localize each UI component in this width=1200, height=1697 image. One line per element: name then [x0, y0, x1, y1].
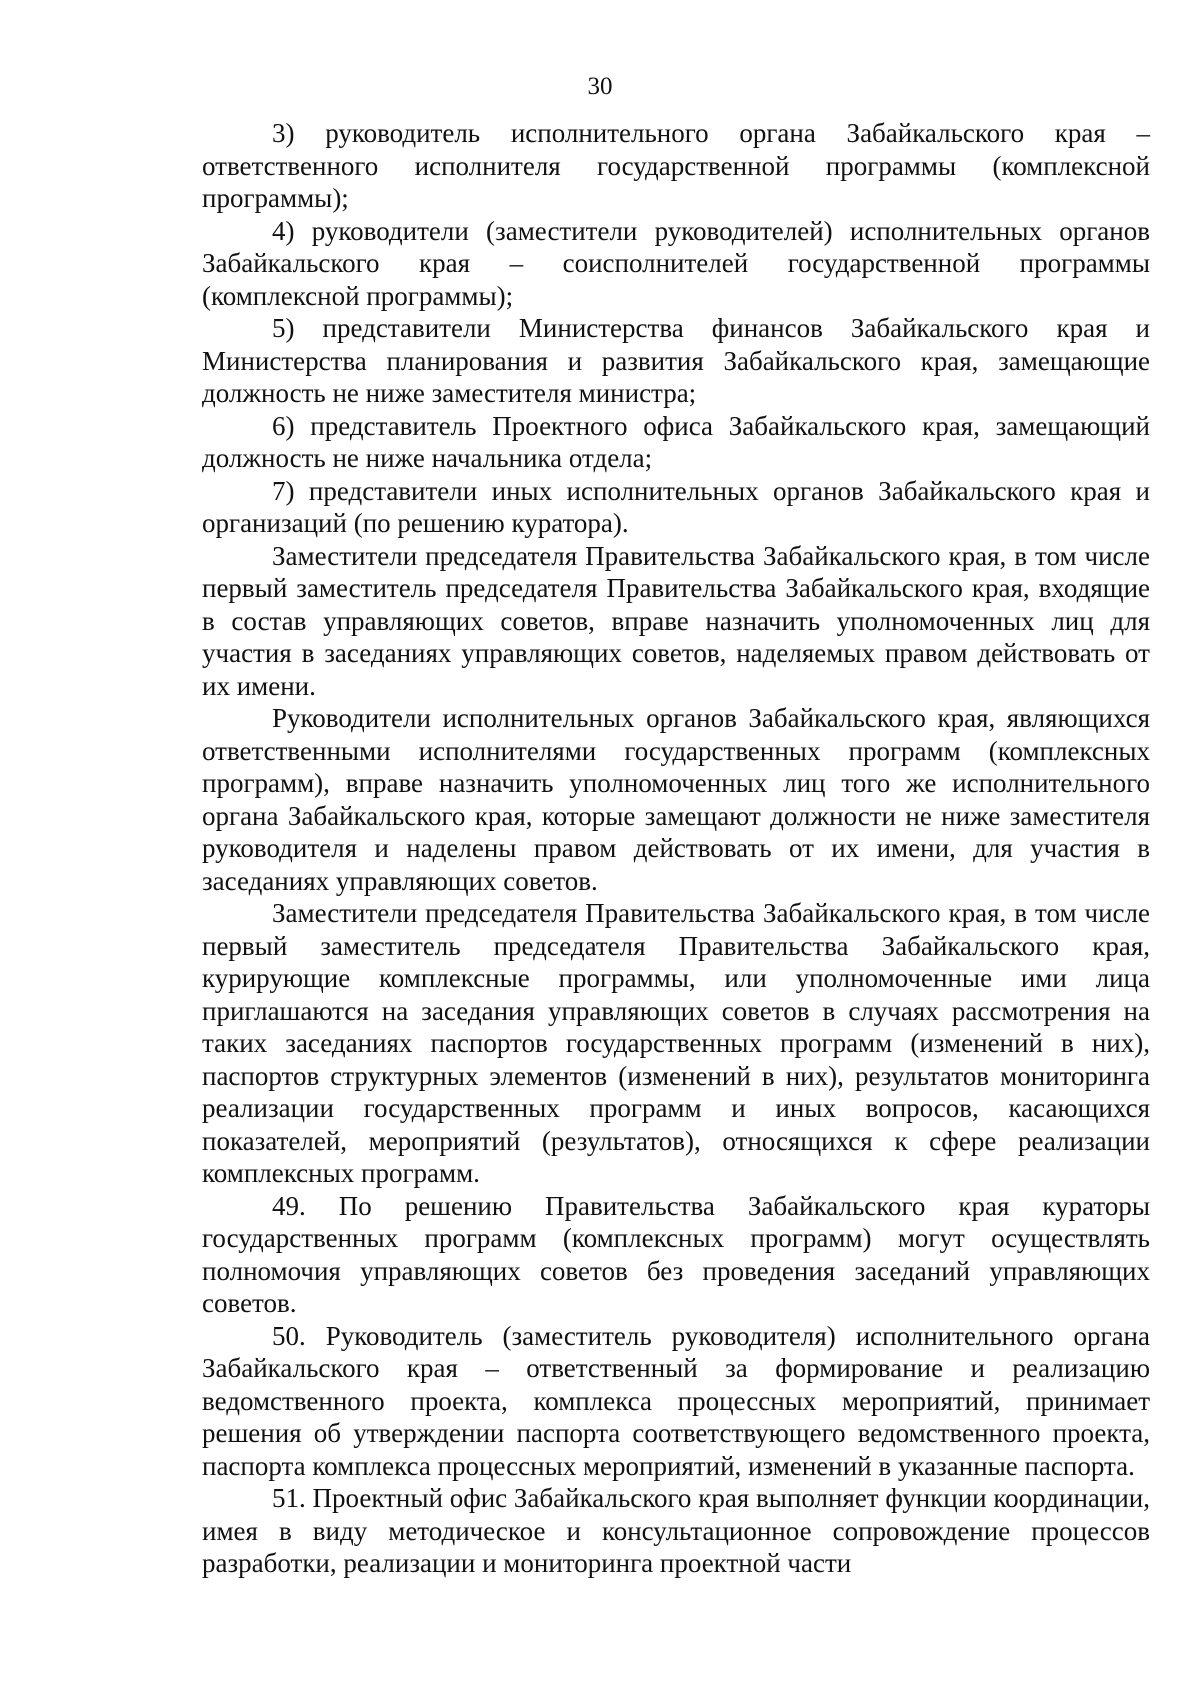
paragraph-clause-51: 51. Проектный офис Забайкальского края выполняет функции координации, имея в виду методическое и консультационное сопровождение процессов разработки, реализации и мониторинга проектной части	[202, 1483, 1150, 1578]
paragraph-item-3: 3) руководитель исполнительного органа Забайкальского края – ответственного исполнителя государственной программы (комплексной программы);	[202, 118, 1150, 213]
paragraph-item-4: 4) руководители (заместители руководителей) исполнительных органов Забайкальского края – соисполнителей государственной программы (комплексной программы);	[202, 215, 1150, 311]
paragraph-item-6: 6) представитель Проектного офиса Забайкальского края, замещающий должность не ниже начальника отдела;	[202, 410, 1150, 473]
paragraph-deputy-chairmen: Заместители председателя Правительства Забайкальского края, в том числе первый заместитель председателя Правительства Забайкальского края, входящие в состав управляющих советов, вправе назначить уполномоченных лиц для участия в заседаниях управляющих советов, наделяемых правом действовать от их имени.	[202, 540, 1150, 701]
paragraph-item-7: 7) представители иных исполнительных органов Забайкальского края и организаций (по решению куратора).	[202, 475, 1150, 538]
paragraph-deputy-chairmen-invited: Заместители председателя Правительства Забайкальского края, в том числе первый заместитель председателя Правительства Забайкальского края, курирующие комплексные программы, или уполномоченные ими лица приглашаются на заседания управляющих советов в случаях рассмотрения на таких заседаниях паспортов государственных программ (изменений в них), паспортов структурных элементов (изменений в них), результатов мониторинга реализации государственных программ и иных вопросов, касающихся показателей, мероприятий (результатов), относящихся к сфере реализации комплексных программ.	[202, 898, 1150, 1188]
document-body	[202, 117, 1150, 1580]
paragraph-clause-49: 49. По решению Правительства Забайкальского края кураторы государственных программ (комплексных программ) могут осуществлять полномочия управляющих советов без проведения заседаний управляющих советов.	[202, 1190, 1150, 1318]
paragraph-item-5: 5) представители Министерства финансов Забайкальского края и Министерства планирования и развития Забайкальского края, замещающие должность не ниже заместителя министра;	[202, 313, 1150, 408]
paragraph-executive-heads: Руководители исполнительных органов Забайкальского края, являющихся ответственными исполнителями государственных программ (комплексных программ), вправе назначить уполномоченных лиц того же исполнительного органа Забайкальского края, которые замещают должности не ниже заместителя руководителя и наделены правом действовать от их имени, для участия в заседаниях управляющих советов.	[202, 703, 1150, 896]
paragraph-clause-50: 50. Руководитель (заместитель руководителя) исполнительного органа Забайкальского края – ответственный за формирование и реализацию ведомственного проекта, комплекса процессных мероприятий, принимает решения об утверждении паспорта соответствующего ведомственного проекта, паспорта комплекса процессных мероприятий, изменений в указанные паспорта.	[202, 1320, 1150, 1481]
page-number: 30	[587, 73, 613, 100]
